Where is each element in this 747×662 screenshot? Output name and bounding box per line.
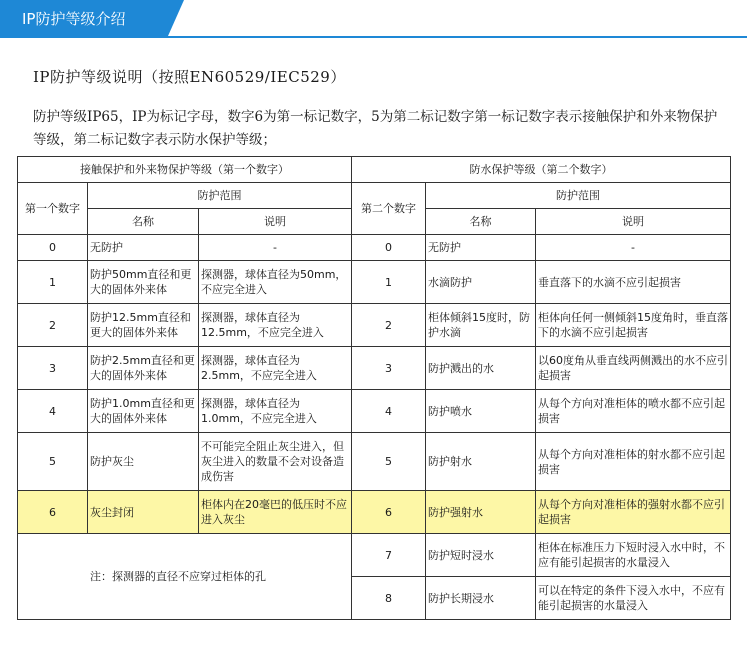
right-desc-cell: 从每个方向对准柜体的强射水都不应引起损害 bbox=[536, 491, 731, 534]
right-desc-cell: - bbox=[536, 235, 731, 261]
second-digit-cell: 8 bbox=[352, 577, 426, 620]
second-digit-header: 第二个数字 bbox=[352, 183, 426, 235]
right-desc-cell: 柜体在标准压力下短时浸入水中时，不应有能引起损害的水量浸入 bbox=[536, 534, 731, 577]
left-desc-header: 说明 bbox=[199, 209, 352, 235]
first-digit-cell: 3 bbox=[18, 347, 88, 390]
first-digit-cell: 0 bbox=[18, 235, 88, 261]
right-name-cell: 防护强射水 bbox=[426, 491, 536, 534]
section-header bbox=[0, 0, 747, 36]
left-desc-cell: - bbox=[199, 235, 352, 261]
right-name-cell: 防护溅出的水 bbox=[426, 347, 536, 390]
right-desc-cell: 柜体向任何一侧倾斜15度角时，垂直落下的水滴不应引起损害 bbox=[536, 304, 731, 347]
right-group-header: 防水保护等级（第二个数字） bbox=[352, 157, 731, 183]
left-name-header: 名称 bbox=[88, 209, 199, 235]
right-name-cell: 无防护 bbox=[426, 235, 536, 261]
left-name-cell: 防护12.5mm直径和更大的固体外来体 bbox=[88, 304, 199, 347]
right-desc-cell: 可以在特定的条件下浸入水中，不应有能引起损害的水量浸入 bbox=[536, 577, 731, 620]
left-desc-cell: 探测器，球体直径为2.5mm，不应完全进入 bbox=[199, 347, 352, 390]
left-name-cell: 无防护 bbox=[88, 235, 199, 261]
right-name-cell: 柜体倾斜15度时，防护水滴 bbox=[426, 304, 536, 347]
table-row bbox=[18, 347, 731, 390]
second-digit-cell: 3 bbox=[352, 347, 426, 390]
first-digit-cell: 4 bbox=[18, 390, 88, 433]
second-digit-cell: 5 bbox=[352, 433, 426, 491]
right-name-cell: 水滴防护 bbox=[426, 261, 536, 304]
right-desc-header: 说明 bbox=[536, 209, 731, 235]
left-desc-cell: 探测器，球体直径为50mm，不应完全进入 bbox=[199, 261, 352, 304]
right-name-header: 名称 bbox=[426, 209, 536, 235]
note-cell: 注：探测器的直径不应穿过柜体的孔 bbox=[18, 534, 352, 620]
right-desc-cell: 从每个方向对准柜体的喷水都不应引起损害 bbox=[536, 390, 731, 433]
right-desc-cell: 以60度角从垂直线两侧溅出的水不应引起损害 bbox=[536, 347, 731, 390]
table-row bbox=[18, 433, 731, 491]
section-title: IP防护等级介绍 bbox=[22, 10, 126, 28]
right-desc-cell: 垂直落下的水滴不应引起损害 bbox=[536, 261, 731, 304]
intro-paragraph: 防护等级IP65，IP为标记字母，数字6为第一标记数字，5为第二标记数字第一标记数字表示接触保护和外来物保护等级，第二标记数字表示防水保护等级； bbox=[33, 109, 718, 148]
table-row bbox=[18, 390, 731, 433]
right-scope-header: 防护范围 bbox=[426, 183, 731, 209]
right-name-cell: 防护射水 bbox=[426, 433, 536, 491]
document-title: IP防护等级说明（按照EN60529/IEC529） bbox=[33, 68, 346, 86]
right-name-cell: 防护喷水 bbox=[426, 390, 536, 433]
second-digit-cell: 7 bbox=[352, 534, 426, 577]
left-name-cell: 防护灰尘 bbox=[88, 433, 199, 491]
left-desc-cell: 探测器，球体直径为12.5mm，不应完全进入 bbox=[199, 304, 352, 347]
left-name-cell: 防护2.5mm直径和更大的固体外来体 bbox=[88, 347, 199, 390]
first-digit-cell: 2 bbox=[18, 304, 88, 347]
left-group-header: 接触保护和外来物保护等级（第一个数字） bbox=[18, 157, 352, 183]
second-digit-cell: 1 bbox=[352, 261, 426, 304]
table-row bbox=[18, 534, 731, 577]
second-digit-cell: 6 bbox=[352, 491, 426, 534]
left-name-cell: 防护1.0mm直径和更大的固体外来体 bbox=[88, 390, 199, 433]
right-name-cell: 防护短时浸水 bbox=[426, 534, 536, 577]
ip-rating-table bbox=[17, 156, 731, 620]
second-digit-cell: 4 bbox=[352, 390, 426, 433]
table-row bbox=[18, 261, 731, 304]
second-digit-cell: 2 bbox=[352, 304, 426, 347]
left-name-cell: 灰尘封闭 bbox=[88, 491, 199, 534]
table-row bbox=[18, 304, 731, 347]
left-desc-cell: 柜体内在20毫巴的低压时不应进入灰尘 bbox=[199, 491, 352, 534]
right-name-cell: 防护长期浸水 bbox=[426, 577, 536, 620]
table-row bbox=[18, 235, 731, 261]
second-digit-cell: 0 bbox=[352, 235, 426, 261]
left-desc-cell: 不可能完全阻止灰尘进入，但灰尘进入的数量不会对设备造成伤害 bbox=[199, 433, 352, 491]
left-desc-cell: 探测器，球体直径为1.0mm，不应完全进入 bbox=[199, 390, 352, 433]
first-digit-cell: 1 bbox=[18, 261, 88, 304]
header-divider bbox=[0, 36, 747, 38]
left-scope-header: 防护范围 bbox=[88, 183, 352, 209]
first-digit-header: 第一个数字 bbox=[18, 183, 88, 235]
first-digit-cell: 5 bbox=[18, 433, 88, 491]
right-desc-cell: 从每个方向对准柜体的射水都不应引起损害 bbox=[536, 433, 731, 491]
left-name-cell: 防护50mm直径和更大的固体外来体 bbox=[88, 261, 199, 304]
table-row-highlighted bbox=[18, 491, 731, 534]
first-digit-cell: 6 bbox=[18, 491, 88, 534]
